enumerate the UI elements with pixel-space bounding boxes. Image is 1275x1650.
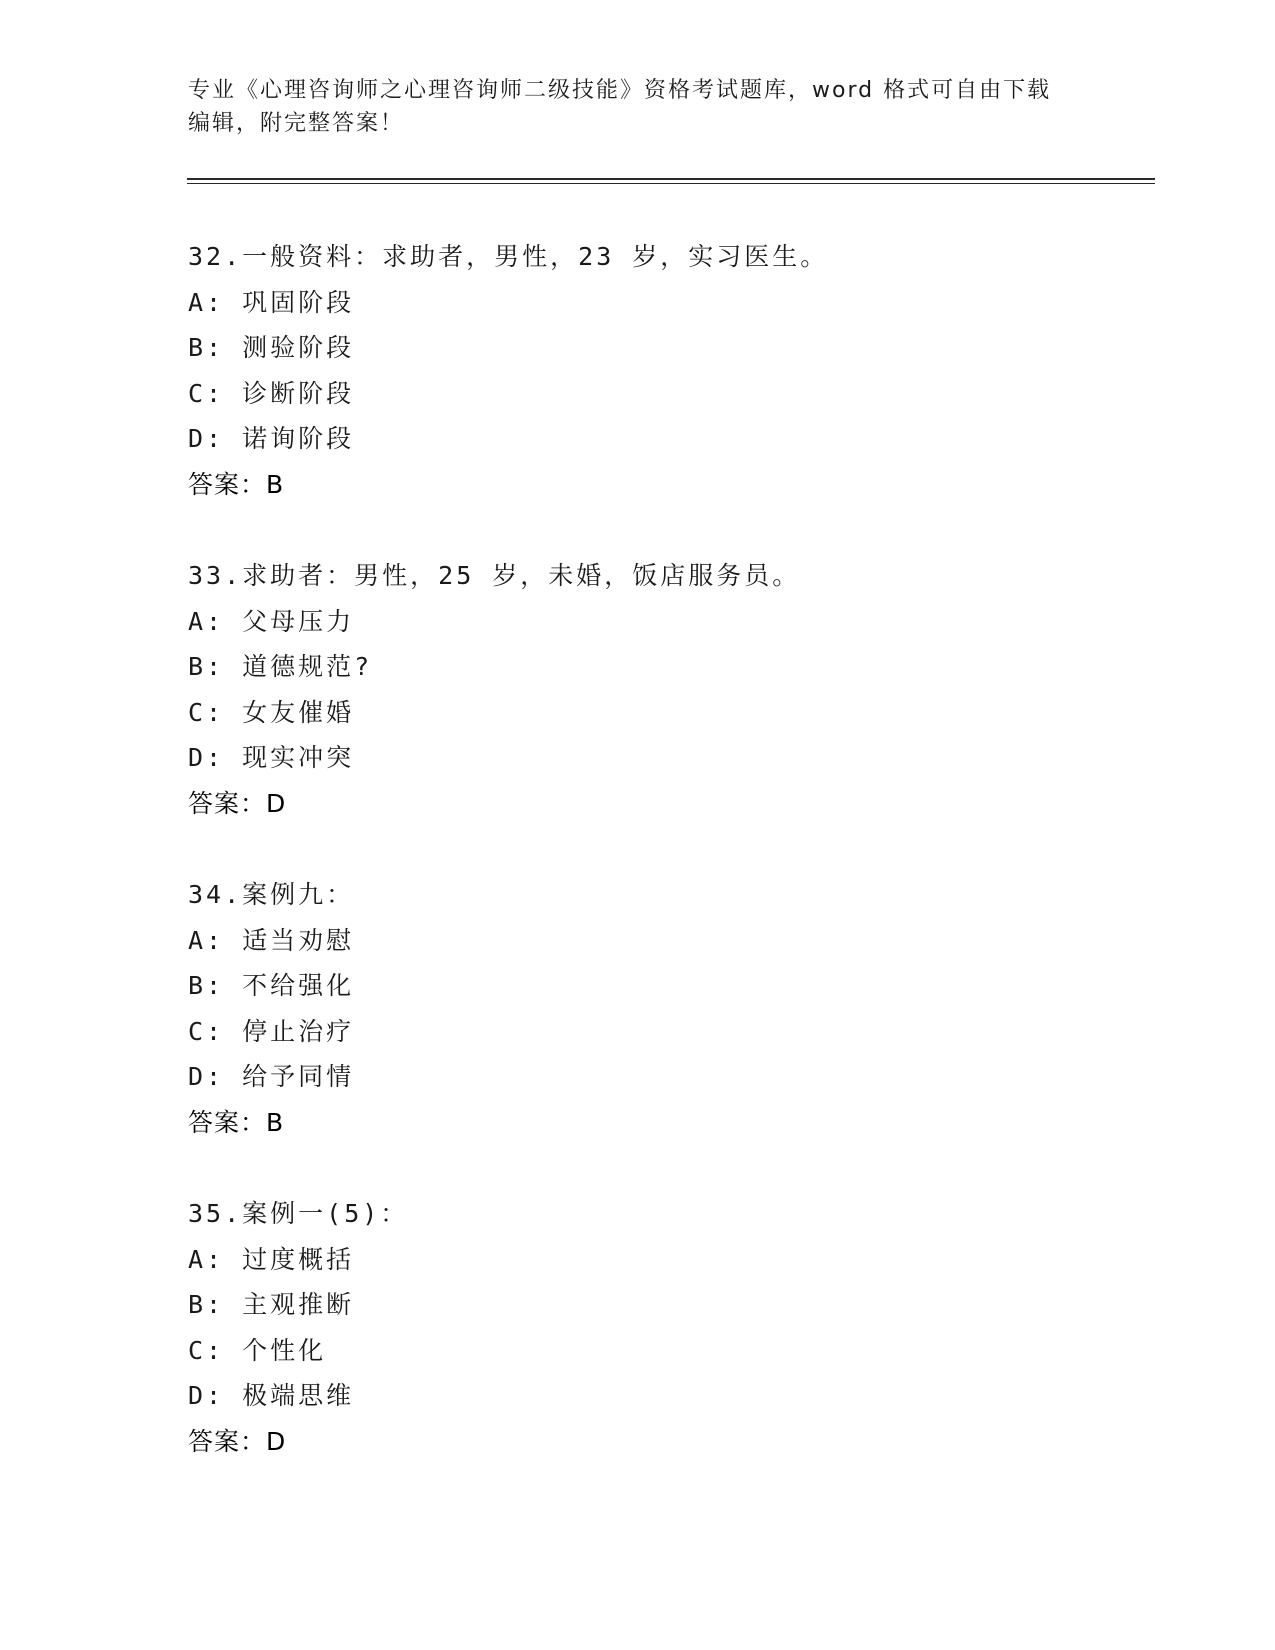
option-b: B: 主观推断 xyxy=(188,1290,355,1319)
answer-label: 答案：B xyxy=(188,1107,285,1137)
option-b: B: 测验阶段 xyxy=(188,333,355,362)
option-a: A: 父母压力 xyxy=(188,606,355,636)
question-stem: 32.一般资料：求助者，男性，23 岁，实习医生。 xyxy=(188,242,829,271)
option-c: C: 个性化 xyxy=(188,1335,327,1365)
option-c: C: 停止治疗 xyxy=(188,1016,355,1046)
answer-label: 答案：B xyxy=(188,469,285,499)
option-a: A: 过度概括 xyxy=(188,1244,355,1274)
question-stem: 35.案例一(5)： xyxy=(188,1199,409,1228)
question-34 xyxy=(188,872,354,1145)
question-32 xyxy=(188,234,828,507)
question-stem: 34.案例九： xyxy=(188,880,355,909)
option-a: A: 适当劝慰 xyxy=(188,925,355,955)
option-b: B: 不给强化 xyxy=(188,971,355,1000)
option-c: C: 女友催婚 xyxy=(188,697,355,727)
header-line-1: 专业《心理咨询师之心理咨询师二级技能》资格考试题库，word 格式可自由下载 xyxy=(188,78,1052,103)
option-c: C: 诊断阶段 xyxy=(188,378,355,408)
header-divider-thick xyxy=(187,178,1155,180)
header-divider-thin xyxy=(187,183,1155,184)
option-b: B: 道德规范? xyxy=(188,652,373,681)
option-d: D: 诺询阶段 xyxy=(188,424,355,453)
option-d: D: 极端思维 xyxy=(188,1381,355,1410)
question-35 xyxy=(188,1191,408,1464)
option-d: D: 给予同情 xyxy=(188,1062,355,1091)
option-a: A: 巩固阶段 xyxy=(188,287,355,317)
question-33 xyxy=(188,553,800,826)
question-stem: 33.求助者：男性，25 岁，未婚，饭店服务员。 xyxy=(188,561,801,590)
option-d: D: 现实冲突 xyxy=(188,743,355,772)
answer-label: 答案：D xyxy=(188,1426,287,1456)
document-header xyxy=(188,74,1088,140)
header-line-2: 编辑，附完整答案！ xyxy=(188,111,405,136)
answer-label: 答案：D xyxy=(188,788,287,818)
